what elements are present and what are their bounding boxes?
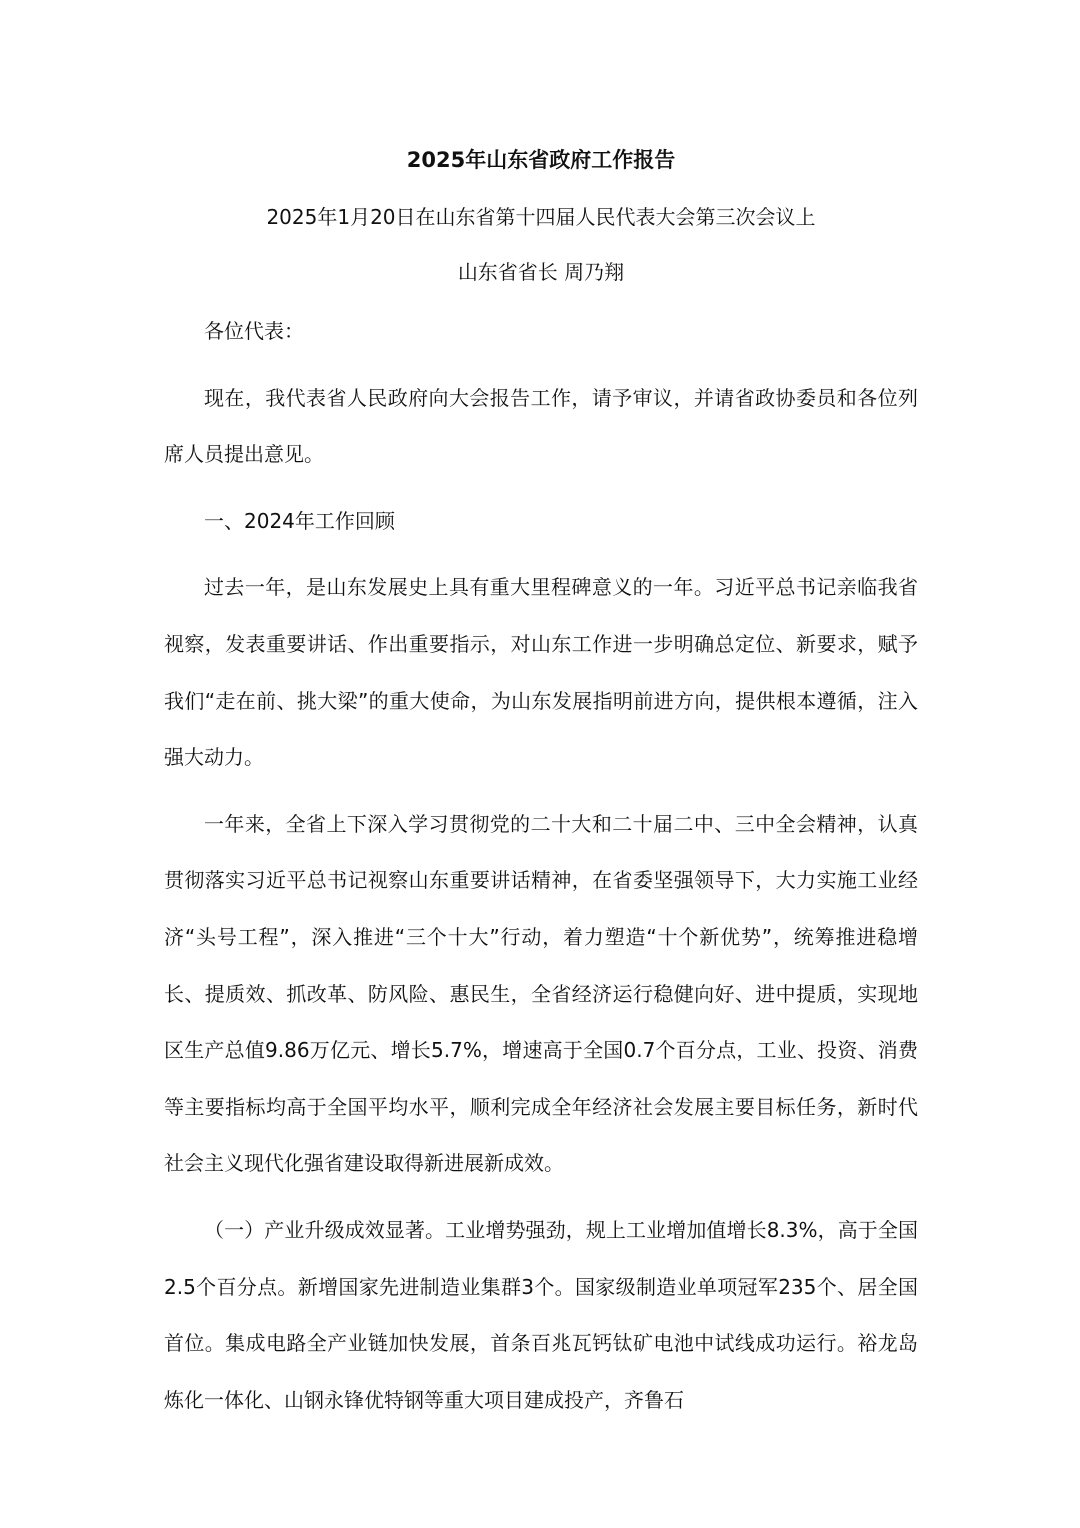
document-author: 山东省省长 周乃翔	[457, 260, 625, 284]
document-title: 2025年山东省政府工作报告	[406, 148, 676, 172]
paragraph-intro: 现在，我代表省人民政府向大会报告工作，请予审议，并请省政协委员和各位列席人员提出意见。	[164, 385, 918, 467]
section-heading: 一、2024年工作回顾	[204, 508, 395, 533]
paragraph: 过去一年，是山东发展史上具有重大里程碑意义的一年。习近平总书记亲临我省视察，发表重要讲话、作出重要指示，对山东工作进一步明确总定位、新要求，赋予我们“走在前、挑大梁”的重大使命，为山东发展指明前进方向，提供根本遵循，注入强大动力。	[164, 575, 918, 770]
paragraph-salutation: 各位代表：	[204, 319, 304, 343]
document-subtitle: 2025年1月20日在山东省第十四届人民代表大会第三次会议上	[266, 205, 816, 229]
paragraph: 一年来，全省上下深入学习贯彻党的二十大和二十届二中、三中全会精神，认真贯彻落实习近平总书记视察山东重要讲话精神，在省委坚强领导下，大力实施工业经济“头号工程”，深入推进“三个十大”行动，着力塑造“十个新优势”，统筹推进稳增长、提质效、抓改革、防风险、惠民生，全省经济运行稳健向好、进中提质，实现地区生产总值9.86万亿元、增长5.7%，增速高于全国0.7个百分点，工业、投资、消费等主要指标均高于全国平均水平，顺利完成全年经济社会发展主要目标任务，新时代社会主义现代化强省建设取得新进展新成效。	[164, 811, 918, 1176]
paragraph: （一）产业升级成效显著。工业增势强劲，规上工业增加值增长8.3%，高于全国2.5个百分点。新增国家先进制造业集群3个。国家级制造业单项冠军235个、居全国首位。集成电路全产业链加快发展，首条百兆瓦钙钛矿电池中试线成功运行。裕龙岛炼化一体化、山钢永锋优特钢等重大项目建成投产，齐鲁石	[164, 1217, 918, 1412]
document-body	[164, 138, 918, 1428]
